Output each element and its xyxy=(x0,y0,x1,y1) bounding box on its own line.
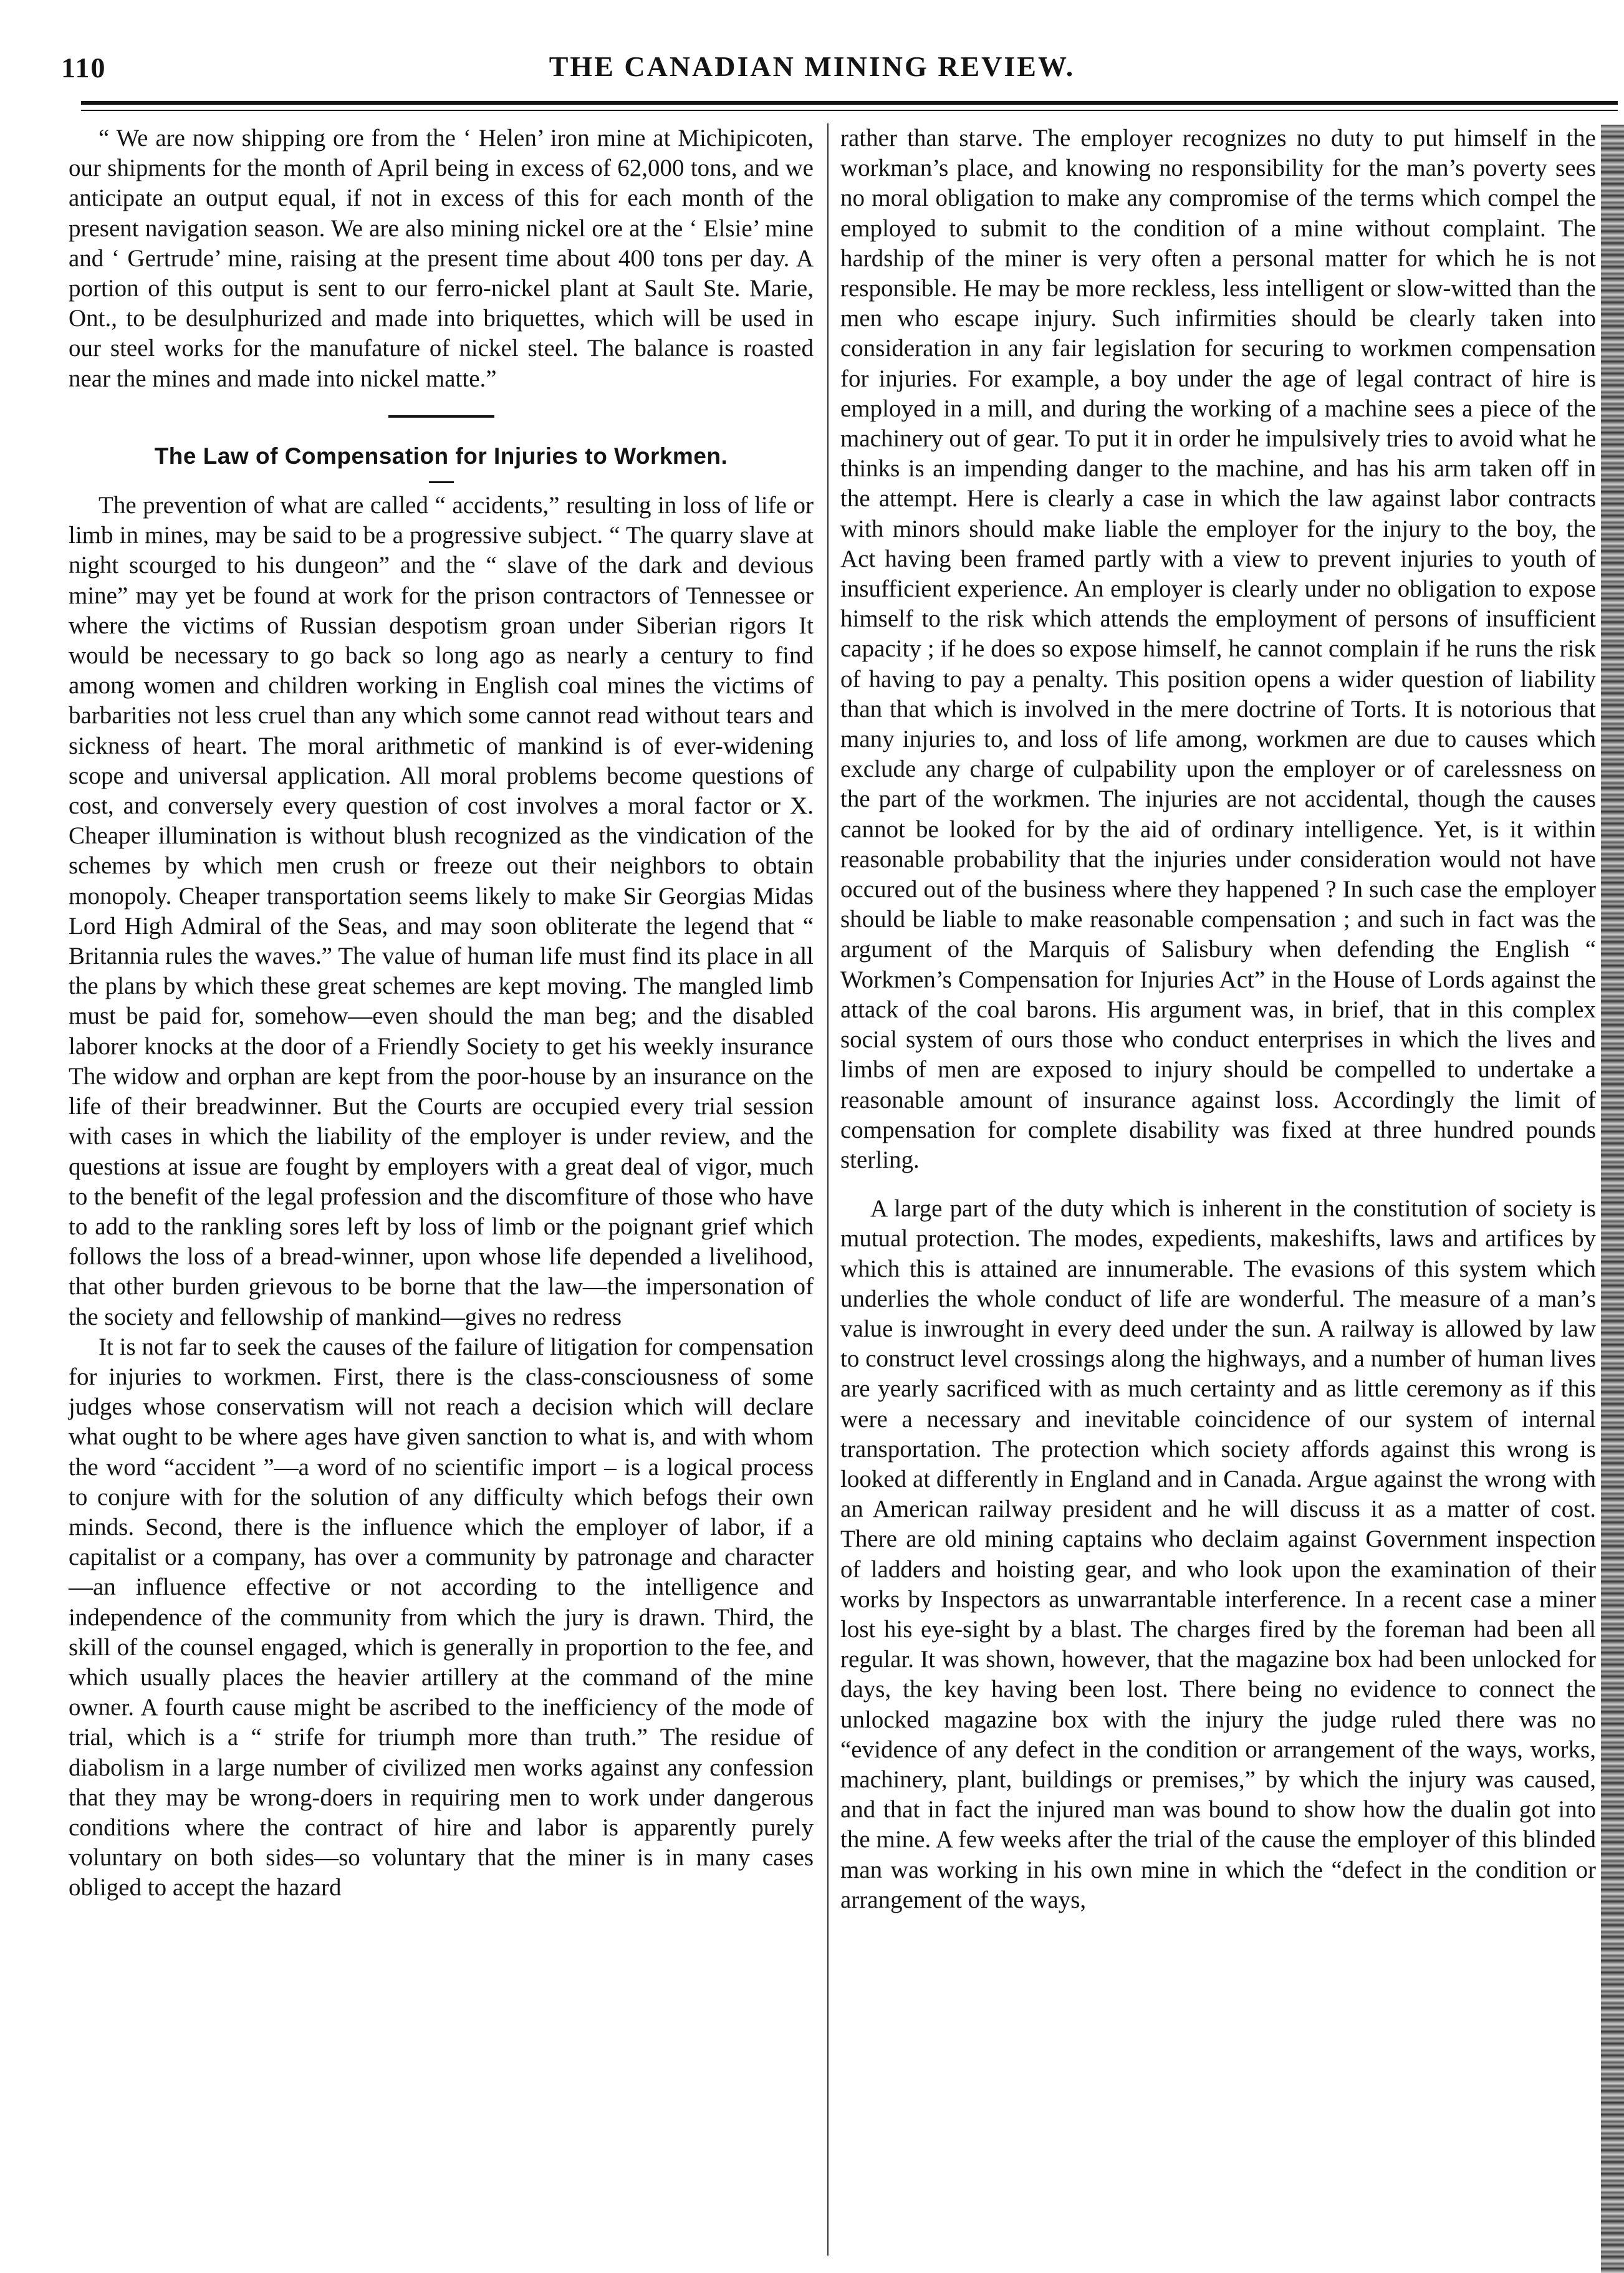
article-paragraph-3: A large part of the duty which is inherent in the constitution of society is mutual protection. The modes, expedients, makeshifts, laws and artifices by which this is attained are innumerable. The evasions of this system which underlies the whole conduct of life are wonderful. The measure of a man’s value is inwrought in every deed under the sun. A railway is allowed by law to construct level crossings along the highways, and a number of human lives are yearly sacrificed with as much certainty and as little ceremony as if this were a necessary and inevitable coincidence of our system of internal transportation. The protection which society affords against this wrong is looked at differently in England and in Canada. Argue against the wrong with an American railway president and he will discuss it as a matter of cost. There are old mining captains who declaim against Government inspection of ladders and hoisting gear, and who look upon the examination of their works by Inspectors as unwarrantable interference. In a recent case a miner lost his eye-sight by a blast. The charges fired by the foreman had been all regular. It was shown, however, that the magazine box had been unlocked for days, the key having been lost. There being no evidence to connect the unlocked magazine box with the injury the judge ruled there was no “evidence of any defect in the condition or arrangement of the ways, works, machinery, plant, buildings or premises,” by which the injury was caused, and that in fact the injured man was bound to show how the dualin got into the mine. A few weeks after the trial of the cause the employer of this blinded man was working in his own mine in which the “defect in the condition or arrangement of the ways, xyxy=(840,1195,1596,1913)
article-paragraph-1: The prevention of what are called “ accidents,” resulting in loss of life or limb in mines, may be said to be a progressive subject. “ The quarry slave at night scourged to his dungeon” and the “ slave of the dark and devious mine” may yet be found at work for the prison contractors of Tennessee or where the victims of Russian despotism groan under Siberian rigors It would be necessary to go back so long ago as nearly a century to find among women and children working in English coal mines the victims of barbarities not less cruel than any which some cannot read without tears and sickness of heart. The moral arithmetic of mankind is of ever-widening scope and universal application. All moral problems become questions of cost, and conversely every question of cost involves a moral factor or X. Cheaper illumination is without blush recognized as the vindication of the schemes by which men crush or freeze out their neighbors to obtain monopoly. Cheaper transportation seems likely to make Sir Georgias Midas Lord High Admiral of the Seas, and may soon obliterate the legend that “ Britannia rules the waves.” The value of human life must find its place in all the plans by which these great schemes are kept moving. The mangled limb must be paid for, somehow—even should the man beg; and the disabled laborer knocks at the door of a Friendly Society to get his weekly insurance The widow and orphan are kept from the poor-house by an insurance on the life of their breadwinner. But the Courts are occupied every trial session with cases in which the liability of the employer is under review, and the questions at issue are fought by employers with a great deal of vigor, much to the benefit of the legal profession and the discomfiture of those who have to add to the rankling sores left by loss of limb or the poignant grief which follows the loss of a bread-winner, upon whose life depended a livelihood, that other burden grievous to be borne that the law—the impersonation of the society and fellowship of mankind—gives no redress xyxy=(69,492,814,1330)
scanned-page-edge xyxy=(1601,125,1624,2273)
header-rule-thin xyxy=(81,110,1618,111)
page-number: 110 xyxy=(61,52,107,84)
title-dash xyxy=(429,481,454,483)
left-column xyxy=(69,123,814,1903)
right-column xyxy=(840,123,1596,1915)
column-divider xyxy=(827,123,829,2256)
page-header xyxy=(0,0,1624,94)
article-title: The Law of Compensation for Injuries to Workmen. xyxy=(154,443,728,469)
publication-title: THE CANADIAN MINING REVIEW. xyxy=(549,50,1075,82)
section-divider-rule xyxy=(388,415,494,418)
quote-paragraph: “ We are now shipping ore from the ‘ Helen’ iron mine at Michipicoten, our shipments for the month of April being in excess of 62,000 tons, and we anticipate an output equal, if not in excess of this for each month of the present navigation season. We are also mining nickel ore at the ‘ Elsie’ mine and ‘ Gertrude’ mine, raising at the present time about 400 tons per day. A portion of this output is sent to our ferro-nickel plant at Sault Ste. Marie, Ont., to be desulphurized and made into briquettes, which will be used in our steel works for the manufature of nickel steel. The balance is roasted near the mines and made into nickel matte.” xyxy=(69,125,814,392)
continued-paragraph: rather than starve. The employer recognizes no duty to put himself in the workman’s place, and knowing no responsibility for the man’s poverty sees no moral obligation to make any compromise of the terms which compel the employed to submit to the condition of a mine without complaint. The hardship of the miner is very often a personal matter for which he is not responsible. He may be more reckless, less intelligent or slow-witted than the men who escape injury. Such infirmities should be clearly taken into consideration in any fair legislation for securing to workmen compensation for injuries. For example, a boy under the age of legal contract of hire is employed in a mill, and during the working of a machine sees a piece of the machinery out of gear. To put it in order he impulsively tries to avoid what he thinks is an impending danger to the machine, and has his arm taken off in the attempt. Here is clearly a case in which the law against labor contracts with minors should make liable the employer for the injury to the boy, the Act having been framed partly with a view to prevent injuries to youth of insufficient experience. An employer is clearly under no obligation to expose himself to the risk which attends the employment of persons of insufficient capacity ; if he does so expose himself, he cannot complain if he runs the risk of having to pay a penalty. This position opens a wider question of liability than that which is involved in the mere doctrine of Torts. It is notorious that many injuries to, and loss of life among, workmen are due to causes which exclude any charge of culpability upon the employer or of carelessness on the part of the workmen. The injuries are not accidental, though the causes cannot be looked for by the aid of ordinary intelligence. Yet, is it within reasonable probability that the injuries under consideration would not have occured out of the business where they happened ? In such case the employer should be liable to make reasonable compensation ; and such in fact was the argument of the Marquis of Salisbury when defending the English “ Workmen’s Compensation for Injuries Act” in the House of Lords against the attack of the coal barons. His argument was, in brief, that in this complex social system of ours those who conduct enterprises in which the lives and limbs of men are exposed to injury should be compelled to undertake a reasonable amount of insurance against loss. Accordingly the limit of compensation for complete disability was fixed at three hundred pounds sterling. xyxy=(840,125,1596,1173)
article-paragraph-2: It is not far to seek the causes of the failure of litigation for compensation for injuries to workmen. First, there is the class-consciousness of some judges whose conservatism will not reach a decision which will declare what ought to be where ages have given sanction to what is, and with whom the word “accident ”—a word of no scientific import – is a logical process to conjure with for the solution of any difficulty which befogs their own minds. Second, there is the influence which the employer of labor, if a capitalist or a company, has over a community by patronage and character—an influence effective or not according to the intelligence and independence of the community from which the jury is drawn. Third, the skill of the counsel engaged, which is generally in proportion to the fee, and which usually places the heavier artillery at the command of the mine owner. A fourth cause might be ascribed to the inefficiency of the mode of trial, which is a “ strife for triumph more than truth.” The residue of diabolism in a large number of civilized men works against any confession that they may be wrong-doers in requiring men to work under dangerous conditions where the contract of hire and labor is apparently purely voluntary on both sides—so voluntary that the miner is in many cases obliged to accept the hazard xyxy=(69,1333,814,1901)
header-rule-thick xyxy=(81,101,1618,105)
